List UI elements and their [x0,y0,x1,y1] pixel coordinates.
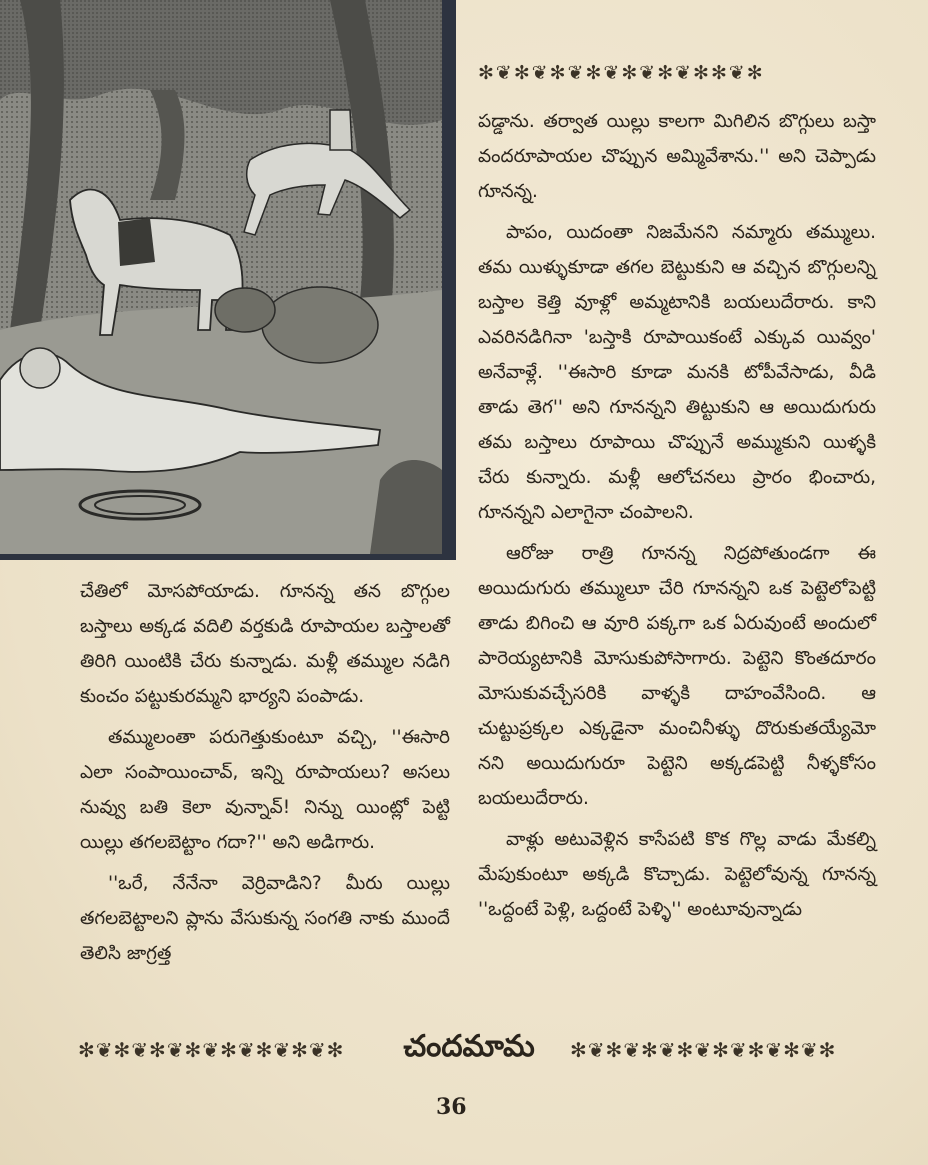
footer-ornament-right: ✻❦✻❦✻❦✻❦✻❦✻❦✻❦✻ [570,1038,837,1062]
story-illustration [0,0,456,560]
paragraph: తమ్ములంతా పరుగెత్తుకుంటూ వచ్చి, ''ఈసారి ఎలా సంపాయించావ్, ఇన్ని రూపాయలు? అసలు నువ్వు బతి కెలా వున్నావ్! నిన్ను యింట్లో పెట్టి యిల్లు తగలబెట్టాం గదా?'' అని అడిగారు. [80,727,450,853]
magazine-title: చందమామ [403,1029,535,1064]
paragraph: పడ్డాను. తర్వాత యిల్లు కాలగా మిగిలిన బొగ్గులు బస్తా వందరూపాయల చొప్పున అమ్మివేశాను.'' అని చెప్పాడు గూనన్న. [478,111,876,202]
top-ornament-border: ✻❦✻❦✻❦✻❦✻❦✻❦✻✻❦✻ [478,62,765,84]
paragraph: వాళ్లు అటువెళ్లిన కాసేపటి కొక గొల్ల వాడు మేకల్ని మేపుకుంటూ అక్కడి కొచ్చాడు. పెట్టెలోవున్న గూనన్న ''ఒద్దంటే పెళ్లి, ఒద్దంటే పెళ్ళి'' అంటూవున్నాడు [478,829,876,920]
page-number: 36 [436,1094,467,1120]
paragraph: పాపం, యిదంతా నిజమేనని నమ్మారు తమ్ములు. తమ యిళ్ళుకూడా తగల బెట్టుకుని ఆ వచ్చిన బొగ్గులన్ని బస్తాల కెత్తి వూళ్లో అమ్మటానికి బయలుదేరారు. కాని ఎవరినడిగినా 'బస్తాకి రూపాయికంటే ఎక్కువ యివ్వం' అనేవాళ్లే. ''ఈసారి కూడా మనకి టోపీవేసాడు, వీడి తాడు తెగ'' అని గూనన్నని తిట్టుకుని ఆ అయిదుగురు తమ బస్తాలు రూపాయి చొప్పునే అమ్ముకుని యిళ్ళకి చేరు కున్నారు. మళ్లీ ఆలోచనలు ప్రారం భించారు, గూనన్నని ఎలాగైనా చంపాలని. [478,222,876,523]
right-text-column [478,104,876,927]
page-footer [78,1030,860,1070]
left-text-column [80,574,450,971]
paragraph: ''ఒరే, నేనేనా వెర్రివాడిని? మీరు యిల్లు తగలబెట్టాలని ప్లాను వేసుకున్న సంగతి నాకు ముందే తెలిసి జాగ్రత్త [80,873,450,964]
story-illustration-forest-horses-sleeping-man [0,0,442,554]
footer-ornament-left: ✻❦✻❦✻❦✻❦✻❦✻❦✻❦✻ [78,1038,345,1062]
paragraph: ఆరోజు రాత్రి గూనన్న నిద్రపోతుండగా ఈ అయిదుగురు తమ్ములూ చేరి గూనన్నని ఒక పెట్టెలోపెట్టి తాడు బిగించి ఆ వూరి పక్కగా ఒక ఏరువుంటే అందులో పారెయ్యటానికి మోసుకుపోసాగారు. పెట్టెని కొంతదూరం మోసుకువచ్చేసరికి వాళ్ళకి దాహంవేసింది. ఆ చుట్టుప్రక్కల ఎక్కడైనా మంచినీళ్ళు దొరుకుతయ్యేమో నని అయిదుగురూ పెట్టెని అక్కడపెట్టి నీళ్ళకోసం బయలుదేరారు. [478,543,876,809]
paragraph: చేతిలో మోసపోయాడు. గూనన్న తన బొగ్గుల బస్తాలు అక్కడ వదిలి వర్తకుడి రూపాయల బస్తాలతో తిరిగి యింటికి చేరు కున్నాడు. మళ్లీ తమ్ముల నడిగి కుంచం పట్టుకురమ్మని భార్యని పంపాడు. [80,581,450,707]
